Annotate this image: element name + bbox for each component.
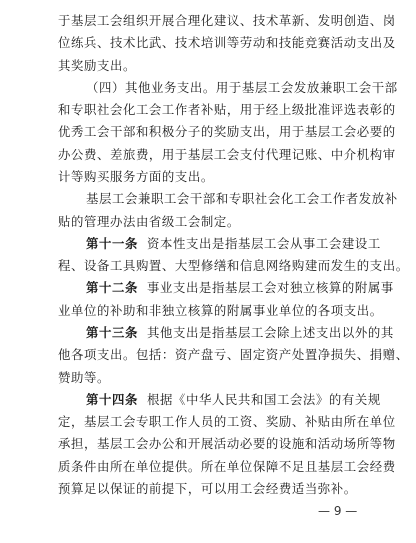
article-14-heading: 第十四条 — [86, 391, 138, 407]
article-14-line-5: 预算足以保证的前提下，可以用工会经费适当弥补。 — [58, 481, 357, 496]
page-number: — 9 — — [318, 504, 358, 518]
article-14-line-1 — [86, 389, 381, 411]
para2-line-2: 和专职社会化工会工作者补贴，用于经上级批准评选表彰的 — [58, 102, 396, 118]
article-11-line-2: 程、设备工具购置、大型修缮和信息网络购建而发生的支出。 — [58, 258, 409, 274]
para2-line-3: 优秀工会干部和积极分子的奖励支出，用于基层工会必要的 — [58, 124, 396, 140]
article-12-line-2: 业单位的补助和非独立核算的附属事业单位的各项支出。 — [58, 302, 383, 318]
article-13-line-2: 他各项支出。包括：资产盘亏、固定资产处置净损失、捐赠、 — [58, 347, 409, 363]
para2-line-5: 计等购买服务方面的支出。 — [58, 169, 214, 184]
article-12-text: 事业支出是指基层工会对独立核算的附属事 — [147, 280, 394, 296]
para2-line-4: 办公费、差旅费，用于基层工会支付代理记账、中介机构审 — [58, 146, 396, 162]
article-11-text: 资本性支出是指基层工会从事工会建设工 — [147, 235, 381, 251]
para3-line-2: 贴的管理办法由省级工会制定。 — [58, 213, 240, 229]
article-13-text: 其他支出是指基层工会除上述支出以外的其 — [147, 325, 394, 340]
article-14-line-3: 承担，基层工会办公和开展活动必要的设施和活动场所等物 — [58, 436, 396, 452]
article-14-text: 根据《中华人民共和国工会法》的有关规 — [147, 391, 381, 407]
article-12-heading: 第十二条 — [86, 280, 138, 296]
article-14-line-2: 定，基层工会专职工作人员的工资、奖励、补贴由所在单位 — [58, 414, 396, 430]
article-13-line-3: 赞助等。 — [58, 369, 110, 385]
para1-line-3: 其奖励支出。 — [58, 57, 136, 73]
para1-line-1: 于基层工会组织开展合理化建议、技术革新、发明创造、岗 — [58, 13, 396, 28]
para1-line-2: 位练兵、技术比武、技术培训等劳动和技能竞赛活动支出及 — [58, 35, 396, 51]
article-11-heading: 第十一条 — [86, 235, 138, 251]
article-12-line-1 — [86, 277, 394, 299]
article-14-line-4: 质条件由所在单位提供。所在单位保障不足且基层工会经费 — [58, 458, 396, 474]
article-13-line-1 — [86, 322, 394, 344]
para2-line-1: （四）其他业务支出。用于基层工会发放兼职工会干部 — [86, 79, 398, 95]
article-11-line-1 — [86, 233, 381, 255]
article-13-heading: 第十三条 — [86, 325, 138, 340]
para3-line-1: 基层工会兼职工会干部和专职社会化工会工作者发放补 — [86, 191, 398, 207]
